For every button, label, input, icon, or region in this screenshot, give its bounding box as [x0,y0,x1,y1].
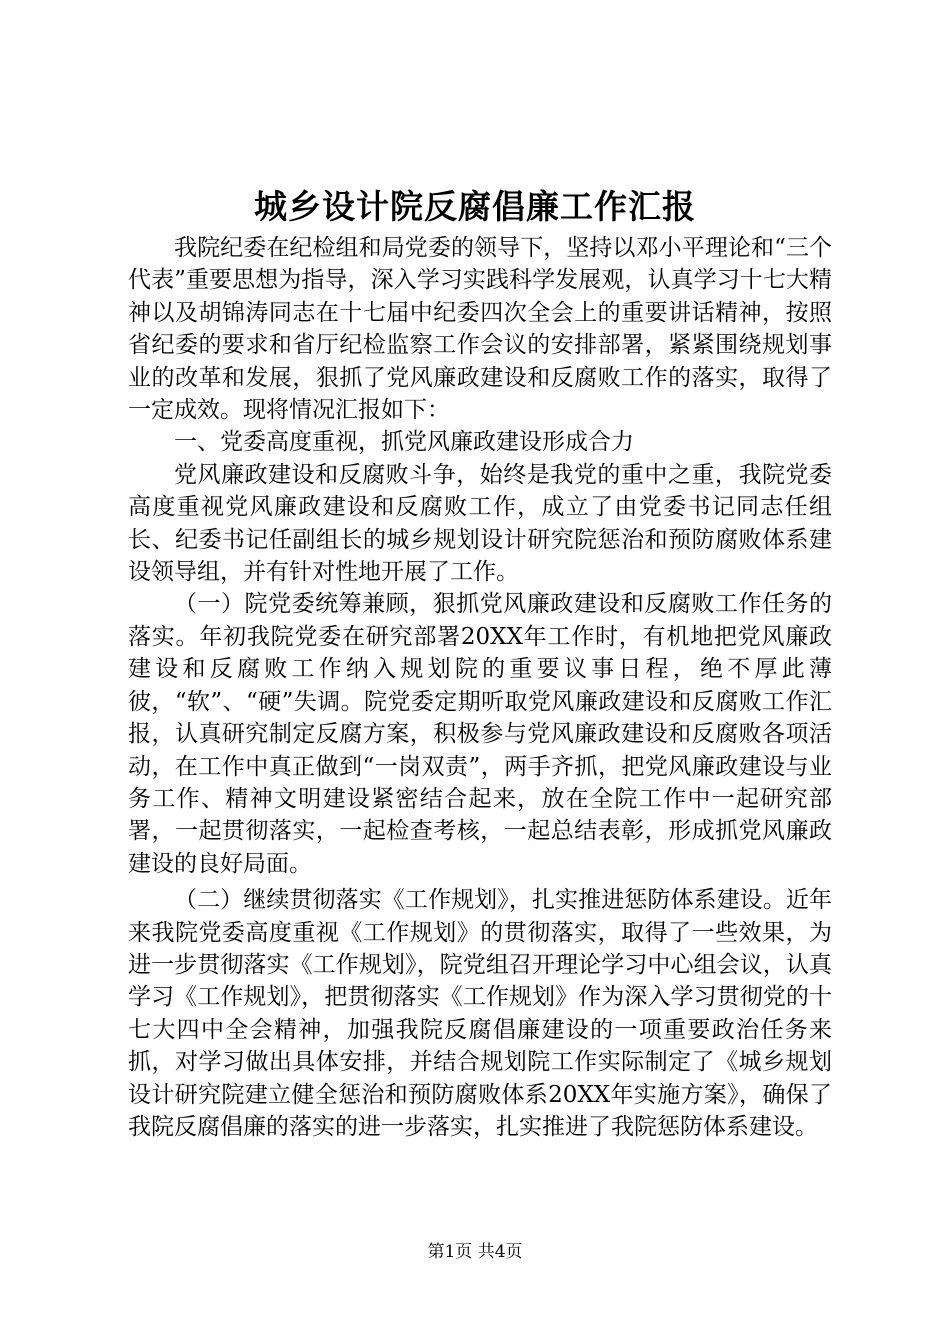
page-footer: 第1页 共4页 [427,1242,523,1262]
paragraph-subsection-1: （一）院党委统筹兼顾，狠抓党风廉政建设和反腐败工作任务的落实。年初我院党委在研究部署20XX年工作时，有机地把党风廉政建设和反腐败工作纳入规划院的重要议事日程，绝不厚此薄彼，“软”、“硬”失调。院党委定期听取党风廉政建设和反腐败工作汇报，认真研究制定反腐方案，积极参与党风廉政建设和反腐败各项活动，在工作中真正做到“一岗双责”，两手齐抓，把党风廉政建设与业务工作、精神文明建设紧密结合起来，放在全院工作中一起研究部署，一起贯彻落实，一起检查考核，一起总结表彰，形成抓党风廉政建设的良好局面。 [128,591,832,877]
paragraph-section-1: 党风廉政建设和反腐败斗争，始终是我党的重中之重，我院党委高度重视党风廉政建设和反腐败工作，成立了由党委书记同志任组长、纪委书记任副组长的城乡规划设计研究院惩治和预防腐败体系建设领导组，并有针对性地开展了工作。 [128,461,832,586]
section-heading-1: 一、党委高度重视，抓党风廉政建设形成合力 [174,429,634,456]
paragraph-intro: 我院纪委在纪检组和局党委的领导下，坚持以邓小平理论和“三个代表”重要思想为指导，深入学习实践科学发展观，认真学习十七大精神以及胡锦涛同志在十七届中纪委四次全会上的重要讲话精神，按照省纪委的要求和省厅纪检监察工作会议的安排部署，紧紧围绕规划事业的改革和发展，狠抓了党风廉政建设和反腐败工作的落实，取得了一定成效。现将情况汇报如下： [128,235,832,424]
document-body [128,232,832,1143]
document-title: 城乡设计院反腐倡廉工作汇报 [254,187,696,226]
paragraph-subsection-2: （二）继续贯彻落实《工作规划》，扎实推进惩防体系建设。近年来我院党委高度重视《工作规划》的贯彻落实，取得了一些效果，为进一步贯彻落实《工作规划》，院党组召开理论学习中心组会议，认真学习《工作规划》，把贯彻落实《工作规划》作为深入学习贯彻党的十七大四中全会精神，加强我院反腐倡廉建设的一项重要政治任务来抓，对学习做出具体安排，并结合规划院工作实际制定了《城乡规划设计研究院建立健全惩治和预防腐败体系20XX年实施方案》，确保了我院反腐倡廉的落实的进一步落实，扎实推进了我院惩防体系建设。 [128,887,832,1140]
